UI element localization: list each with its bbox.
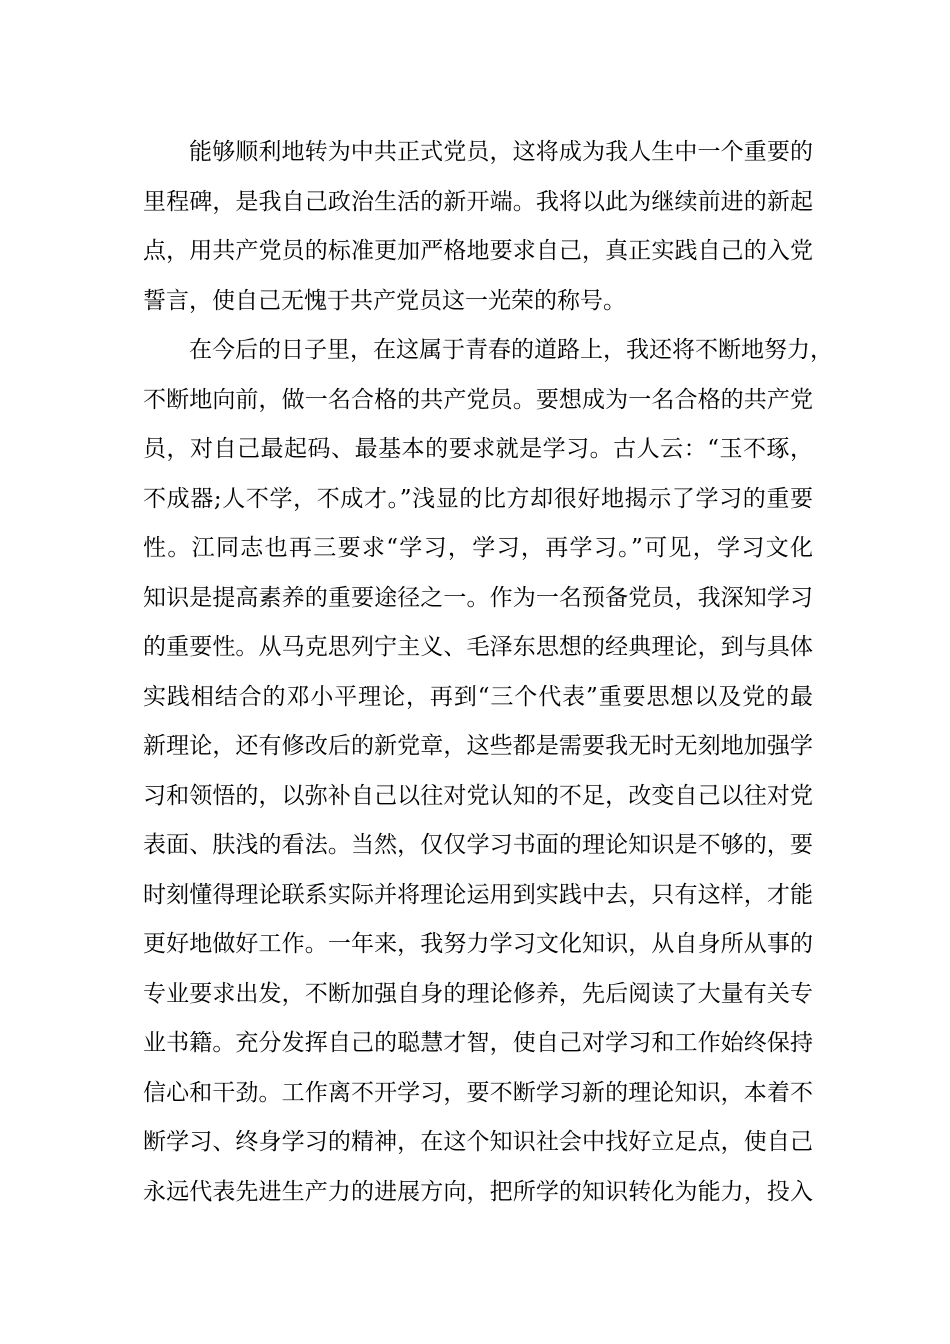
text-line: 实践相结合的邓小平理论，再到“三个代表”重要思想以及党的最 (143, 683, 813, 710)
text-line: 不断地向前，做一名合格的共产党员。要想成为一名合格的共产党 (143, 386, 813, 413)
text-line: 性。江同志也再三要求“学习，学习，再学习。”可见，学习文化 (143, 535, 813, 561)
text-line: 点，用共产党员的标准更加严格地要求自己，真正实践自己的入党 (143, 238, 813, 264)
document-body (143, 128, 833, 1217)
text-line: 信心和干劲。工作离不开学习，要不断学习新的理论知识，本着不 (143, 1079, 813, 1106)
text-line: 员，对自己最起码、最基本的要求就是学习。古人云：“玉不琢， (143, 436, 813, 462)
text-line: 断学习、终身学习的精神，在这个知识社会中找好立足点，使自己 (143, 1129, 813, 1155)
paragraph-1 (143, 128, 813, 326)
text-line: 专业要求出发，不断加强自身的理论修养，先后阅读了大量有关专 (143, 980, 813, 1007)
text-line: 里程碑，是我自己政治生活的新开端。我将以此为继续前进的新起 (143, 188, 813, 215)
text-line: 的重要性。从马克思列宁主义、毛泽东思想的经典理论，到与具体 (143, 634, 813, 660)
text-line: 习和领悟的，以弥补自己以往对党认知的不足，改变自己以往对党 (143, 782, 813, 809)
text-line: 业书籍。充分发挥自己的聪慧才智，使自己对学习和工作始终保持 (143, 1030, 813, 1056)
text-line: 知识是提高素养的重要途径之一。作为一名预备党员，我深知学习 (143, 584, 813, 611)
text-line: 更好地做好工作。一年来，我努力学习文化知识，从自身所从事的 (143, 931, 813, 957)
text-line: 誓言，使自己无愧于共产党员这一光荣的称号。 (143, 287, 626, 314)
text-line: 能够顺利地转为中共正式党员，这将成为我人生中一个重要的 (189, 139, 813, 165)
text-line: 永远代表先进生产力的进展方向，把所学的知识转化为能力，投入 (143, 1178, 813, 1205)
text-line: 在今后的日子里，在这属于青春的道路上，我还将不断地努力， (189, 337, 833, 363)
text-line: 时刻懂得理论联系实际并将理论运用到实践中去，只有这样，才能 (143, 881, 813, 908)
text-line: 不成器;人不学，不成才。”浅显的比方却很好地揭示了学习的重要 (143, 485, 813, 512)
text-line: 新理论，还有修改后的新党章，这些都是需要我无时无刻地加强学 (143, 733, 813, 759)
paragraph-2 (143, 326, 833, 1217)
text-line: 表面、肤浅的看法。当然，仅仅学习书面的理论知识是不够的，要 (143, 832, 813, 858)
